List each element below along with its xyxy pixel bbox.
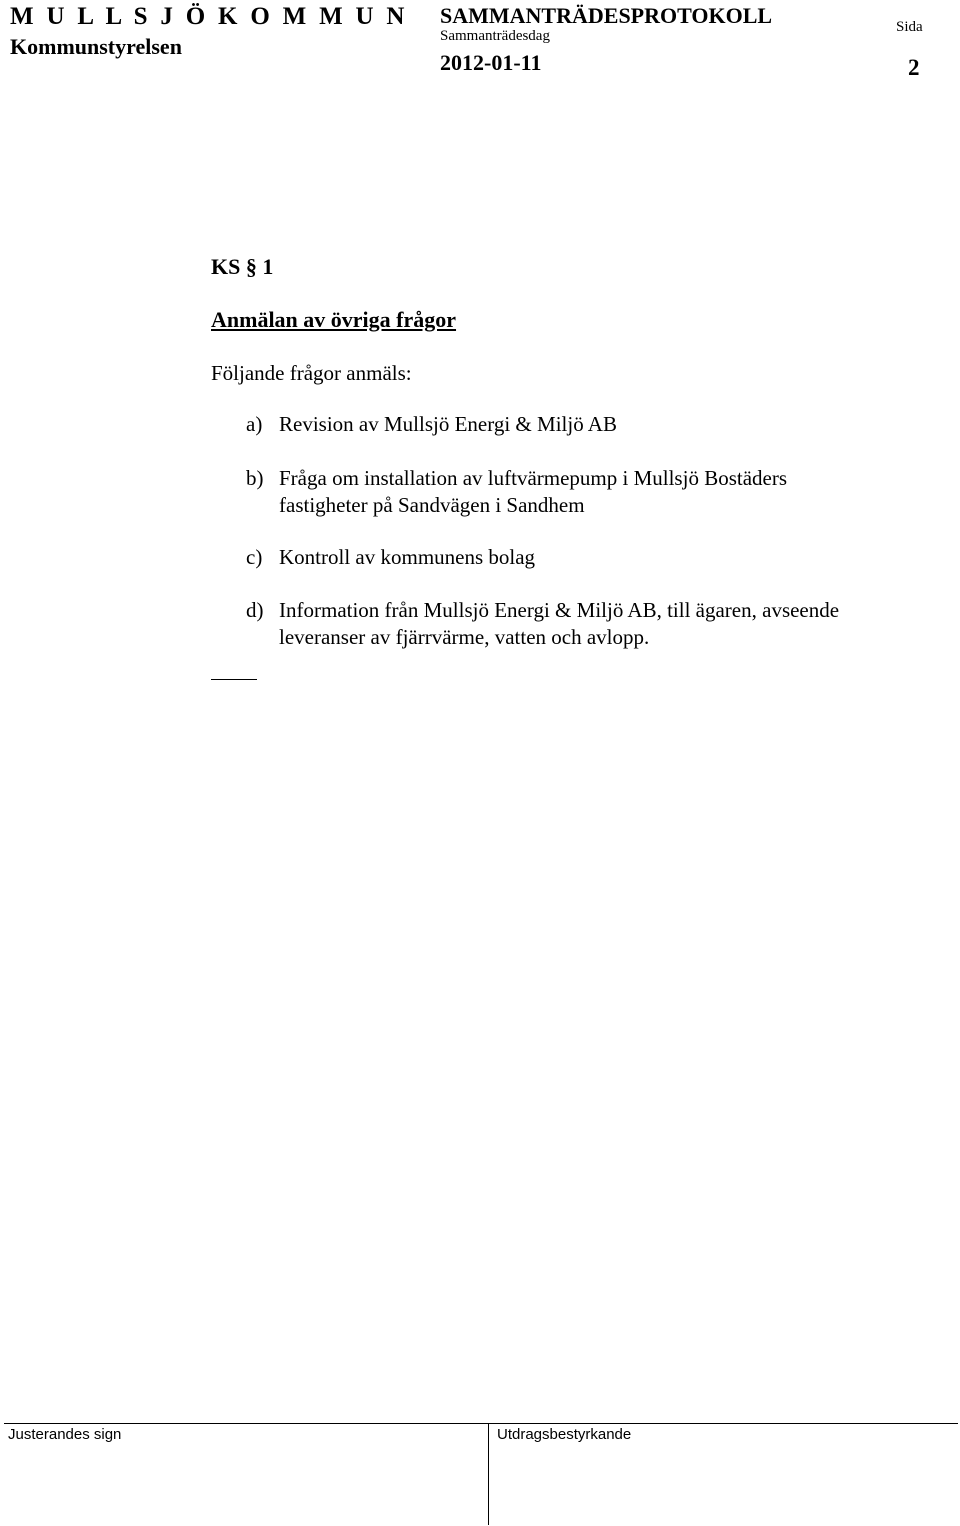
list-item-letter: b) xyxy=(246,466,264,490)
footer-divider xyxy=(488,1424,489,1525)
page-label: Sida xyxy=(896,19,923,35)
list-item xyxy=(246,411,617,438)
list-item-letter: a) xyxy=(246,412,263,436)
section-id: KS § 1 xyxy=(211,254,274,279)
list-item xyxy=(246,465,787,519)
section-end-rule xyxy=(211,679,257,680)
list-item xyxy=(246,597,839,651)
list-item xyxy=(246,544,535,571)
board-name: Kommunstyrelsen xyxy=(10,34,182,59)
list-item-letter: d) xyxy=(246,598,264,622)
section-intro: Följande frågor anmäls: xyxy=(211,361,412,385)
meeting-date-label: Sammanträdesdag xyxy=(440,28,550,44)
document-type: SAMMANTRÄDESPROTOKOLL xyxy=(440,3,773,28)
municipality-name: M U L L S J Ö K O M M U N xyxy=(10,3,408,30)
list-item-text-continued: leveranser av fjärrvärme, vatten och avlopp. xyxy=(279,625,650,649)
footer-rule xyxy=(4,1423,958,1424)
section-title: Anmälan av övriga frågor xyxy=(211,307,457,332)
signature-field-label: Justerandes sign xyxy=(8,1426,122,1443)
list-item-text: Fråga om installation av luftvärmepump i Mullsjö Bostäders xyxy=(279,466,788,490)
list-item-letter: c) xyxy=(246,545,263,569)
list-item-text-continued: fastigheter på Sandvägen i Sandhem xyxy=(279,493,585,517)
meeting-date: 2012-01-11 xyxy=(440,50,542,75)
list-item-text: Kontroll av kommunens bolag xyxy=(279,545,536,569)
page-number: 2 xyxy=(908,55,920,80)
list-item-text: Information från Mullsjö Energi & Miljö AB, till ägaren, avseende xyxy=(279,598,840,622)
list-item-text: Revision av Mullsjö Energi & Miljö AB xyxy=(279,412,617,436)
certification-field-label: Utdragsbestyrkande xyxy=(497,1426,632,1443)
